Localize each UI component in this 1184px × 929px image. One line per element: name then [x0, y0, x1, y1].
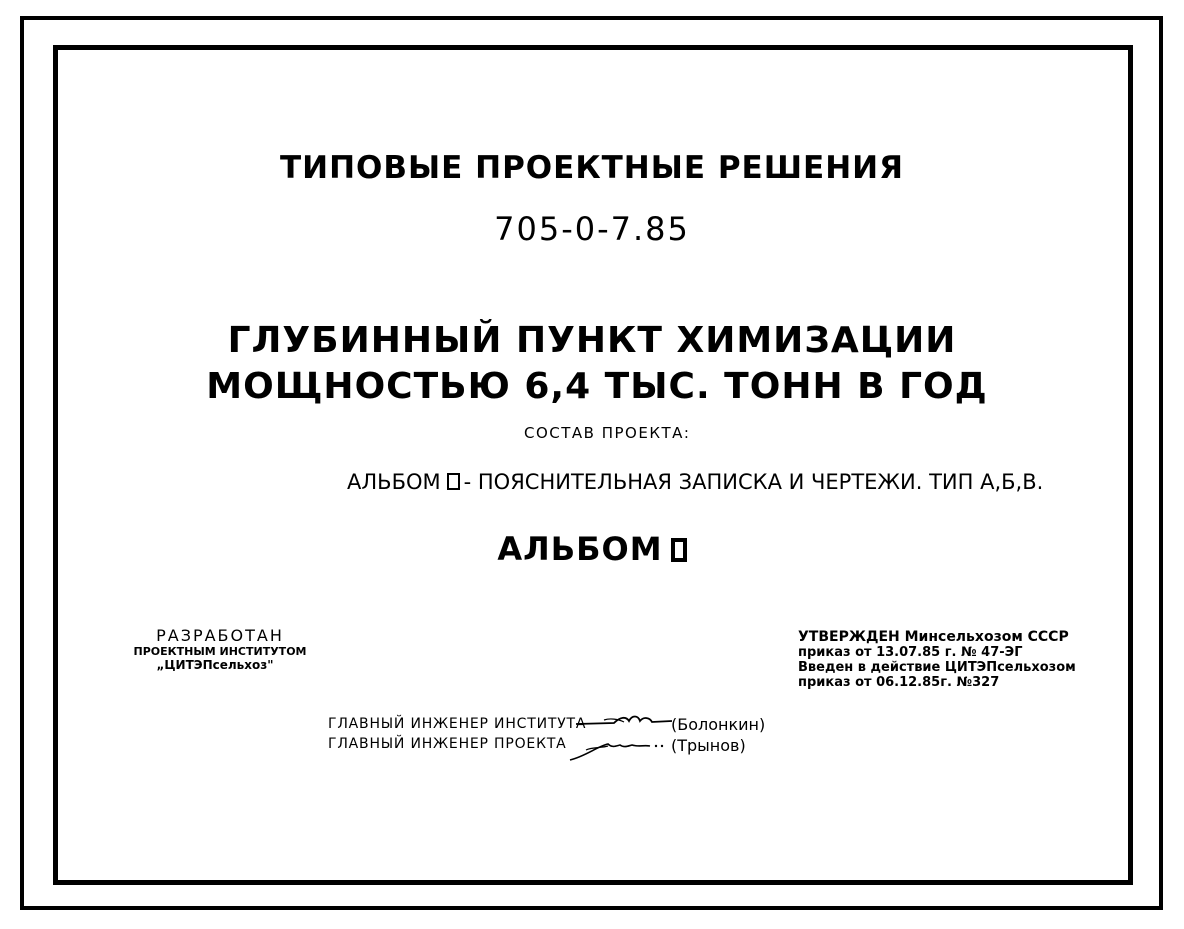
developer-block: [120, 626, 320, 672]
signature-name1: (Болонкин): [671, 715, 766, 734]
approval-line4: приказ от 06.12.85г. №327: [798, 675, 1000, 690]
developer-line3: „ЦИТЭПсельхоз": [156, 658, 274, 672]
signature-names: [671, 714, 765, 756]
signature2-icon: [568, 736, 668, 766]
signature-roles: [328, 714, 586, 754]
approval-line2: приказ от 13.07.85 г. № 47-ЭГ: [798, 645, 1023, 660]
composition-item-prefix: АЛЬБОМ: [347, 470, 441, 494]
composition-label: СОСТАВ ПРОЕКТА:: [524, 424, 691, 442]
album-number-box-icon: [447, 473, 460, 490]
developer-line1: РАЗРАБОТАН: [156, 626, 284, 645]
project-title-line1: ГЛУБИННЫЙ ПУНКТ ХИМИЗАЦИИ: [227, 320, 957, 361]
developer-line2: ПРОЕКТНЫМ ИНСТИТУТОМ: [133, 645, 307, 658]
album-title: [0, 530, 1184, 568]
signature-role2: ГЛАВНЫЙ ИНЖЕНЕР ПРОЕКТА: [328, 736, 567, 752]
composition-item-text: - ПОЯСНИТЕЛЬНАЯ ЗАПИСКА И ЧЕРТЕЖИ. ТИП А,Б,В.: [463, 470, 1044, 494]
album-label: АЛЬБОМ: [497, 530, 663, 568]
series-title: ТИПОВЫЕ ПРОЕКТНЫЕ РЕШЕНИЯ: [280, 150, 904, 186]
approval-line1: УТВЕРЖДЕН Минсельхозом СССР: [798, 629, 1069, 645]
approval-line3: Введен в действие ЦИТЭПсельхозом: [798, 660, 1076, 675]
approval-block: [798, 630, 1076, 690]
signature-name2: (Трынов): [671, 736, 746, 755]
project-code: 705-0-7.85: [494, 210, 690, 248]
signature1-icon: [574, 707, 674, 731]
album-number-box-icon: [671, 538, 687, 562]
project-title-line2: МОЩНОСТЬЮ 6,4 ТЫС. ТОНН В ГОД: [206, 366, 988, 407]
signature-role1: ГЛАВНЫЙ ИНЖЕНЕР ИНСТИТУТА: [328, 716, 587, 732]
composition-item: [347, 470, 1043, 494]
